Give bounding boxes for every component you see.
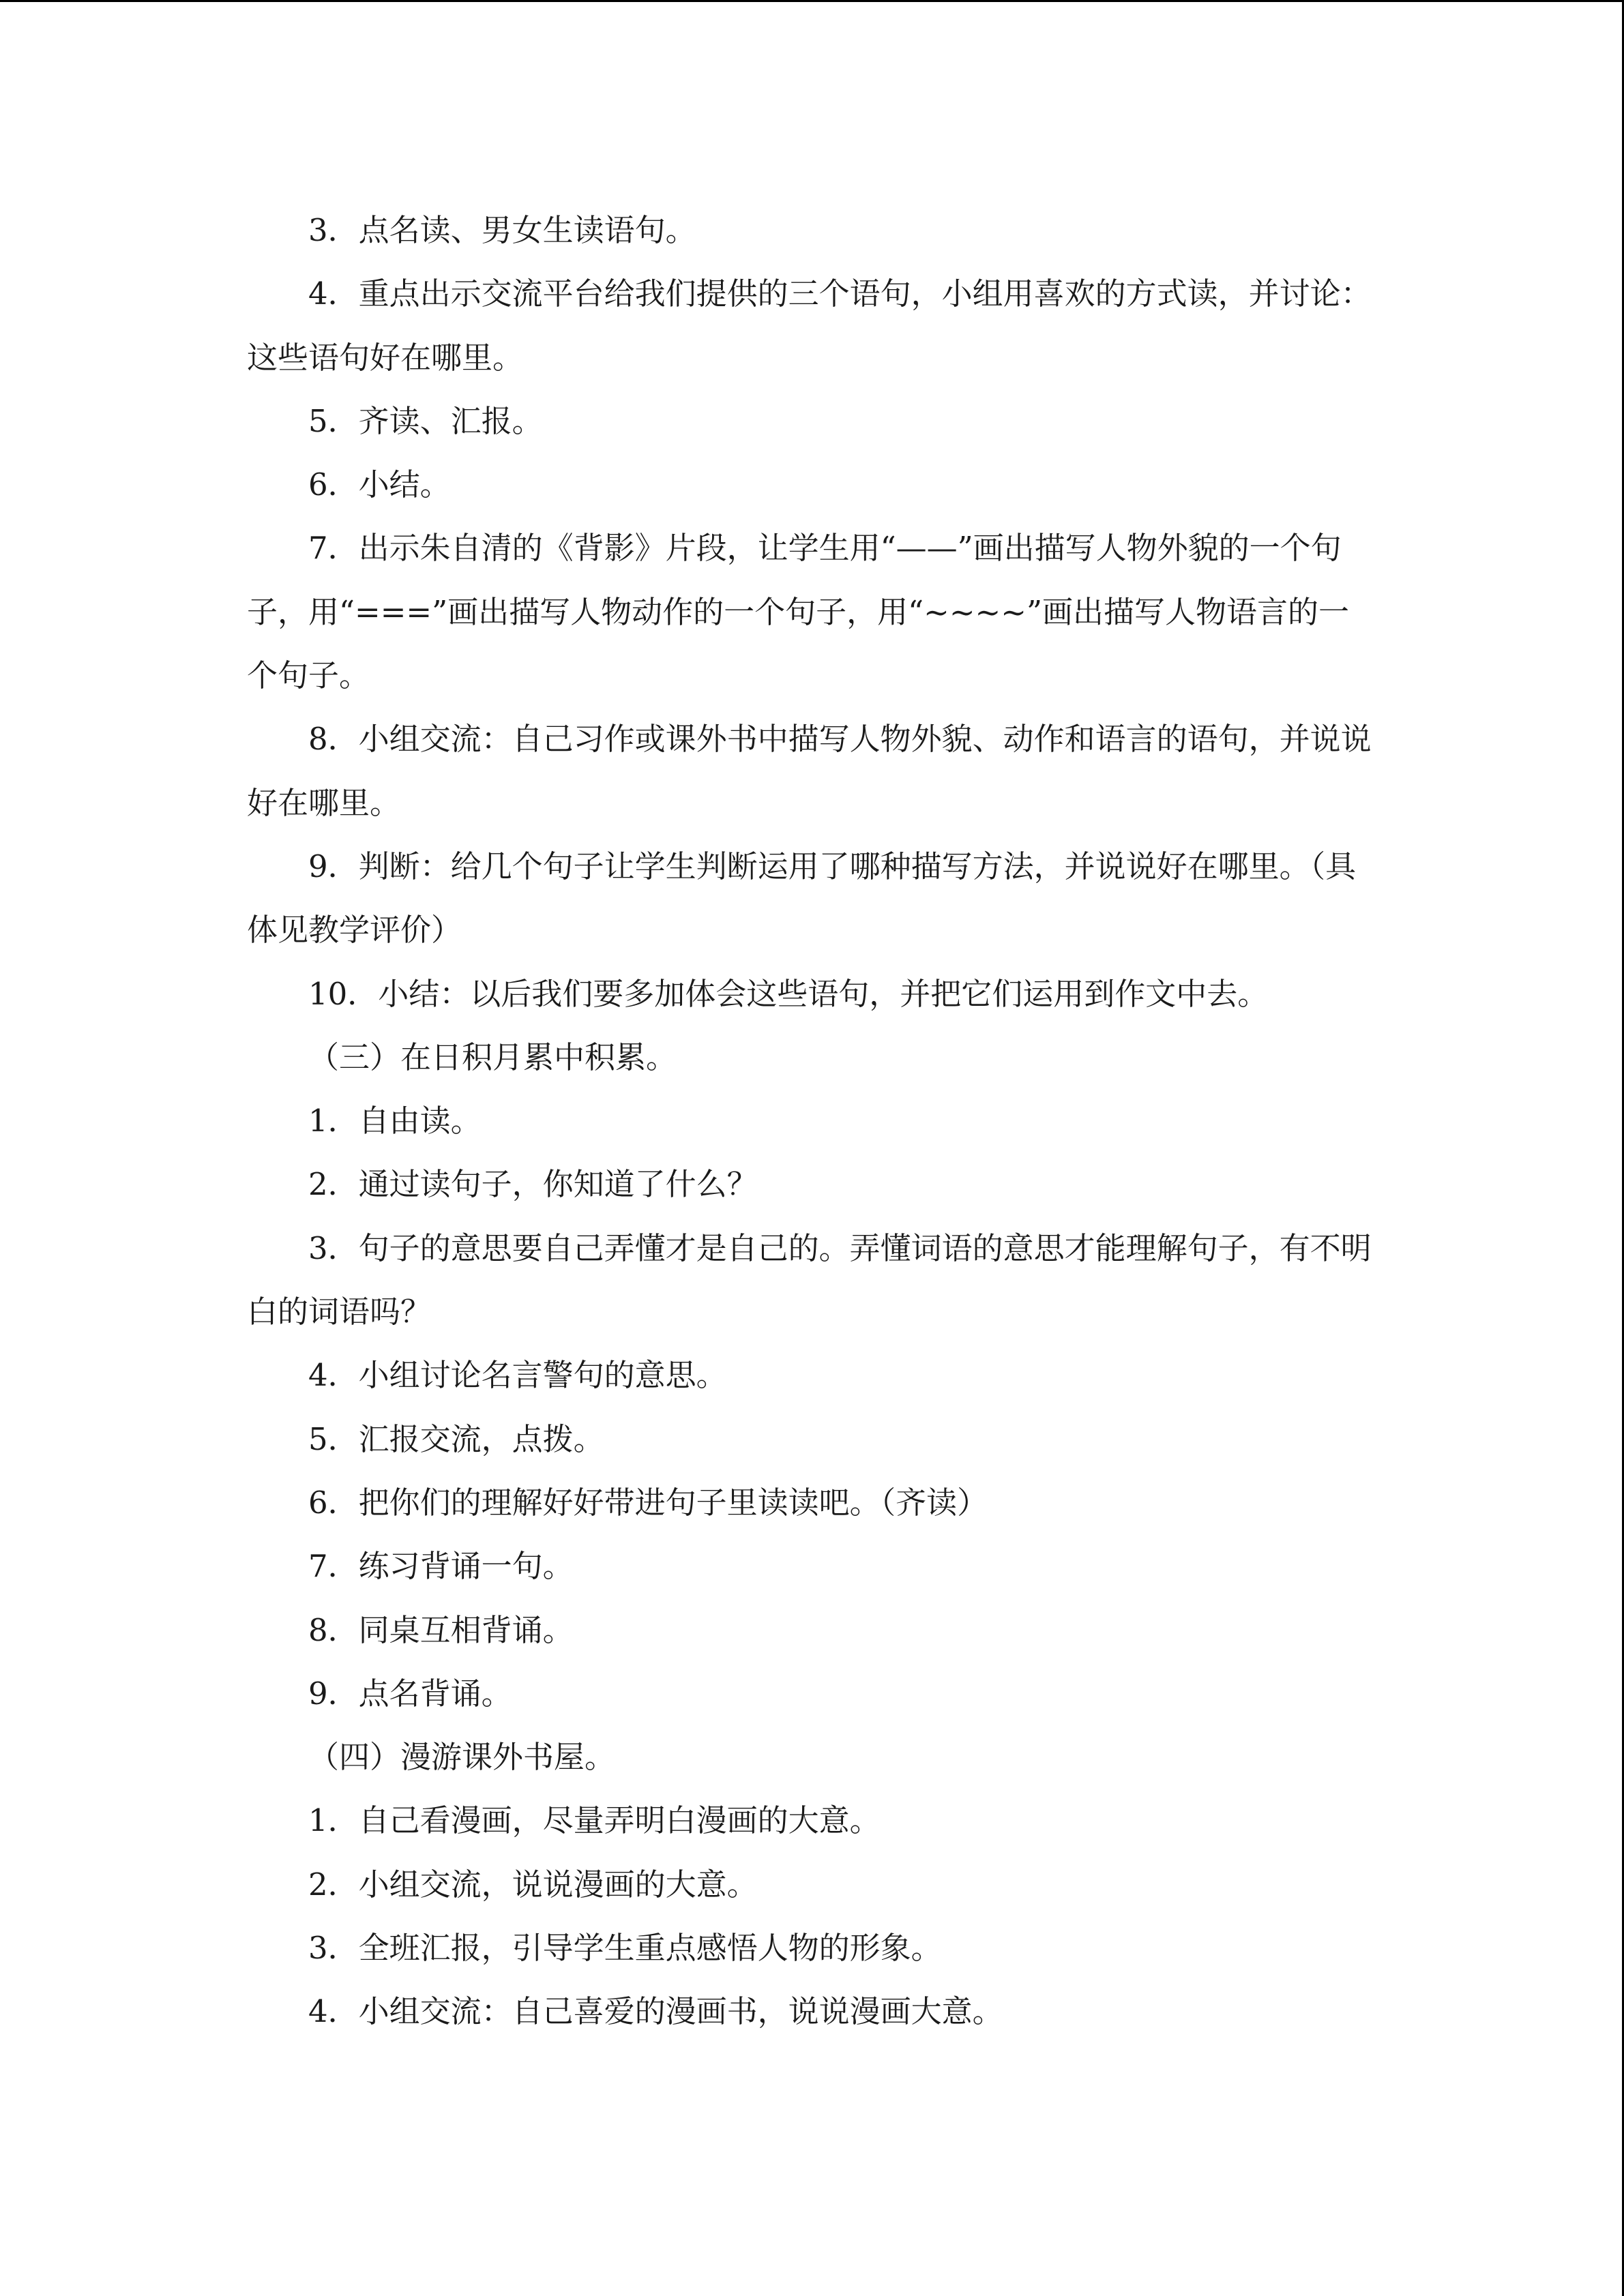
paragraph: 8．同桌互相背诵。	[308, 1611, 574, 1648]
paragraph: 9．判断：给几个句子让学生判断运用了哪种描写方法，并说说好在哪里。（具体见教学评价）	[247, 848, 1357, 949]
paragraph: 3．全班汇报，引导学生重点感悟人物的形象。	[308, 1930, 942, 1967]
paragraph: 4．小组交流：自己喜爱的漫画书，说说漫画大意。	[308, 1993, 1003, 2030]
paragraph: 7．练习背诵一句。	[308, 1548, 574, 1585]
paragraph: 4．小组讨论名言警句的意思。	[308, 1357, 727, 1394]
paragraph: 10．小结：以后我们要多加体会这些语句，并把它们运用到作文中去。	[308, 975, 1269, 1012]
paragraph: 8．小组交流：自己习作或课外书中描写人物外貌、动作和语言的语句，并说说好在哪里。	[247, 721, 1372, 821]
paragraph: 4．重点出示交流平台给我们提供的三个语句，小组用喜欢的方式读，并讨论：这些语句好在哪里。	[247, 275, 1372, 376]
paragraph: 6．小结。	[308, 466, 451, 503]
paragraph: 3．点名读、男女生读语句。	[308, 212, 696, 248]
paragraph: 5．汇报交流，点拨。	[308, 1420, 604, 1457]
document-body	[247, 198, 1379, 2044]
paragraph: 7．出示朱自清的《背影》片段，让学生用“——”画出描写人物外貌的一个句子，用“===”画出描写人物动作的一个句子，用“~~~~”画出描写人物语言的一个句子。	[247, 530, 1349, 694]
section-heading: （三）在日积月累中积累。	[308, 1039, 677, 1075]
paragraph: 3．句子的意思要自己弄懂才是自己的。弄懂词语的意思才能理解句子，有不明白的词语吗？	[247, 1229, 1372, 1330]
paragraph: 1．自己看漫画，尽量弄明白漫画的大意。	[308, 1802, 881, 1839]
paragraph: 6．把你们的理解好好带进句子里读读吧。（齐读）	[308, 1484, 988, 1521]
section-heading: （四）漫游课外书屋。	[308, 1739, 616, 1776]
paragraph: 2．通过读句子，你知道了什么？	[308, 1166, 758, 1203]
paragraph: 9．点名背诵。	[308, 1675, 512, 1712]
paragraph: 1．自由读。	[308, 1103, 482, 1139]
paragraph: 2．小组交流，说说漫画的大意。	[308, 1866, 758, 1903]
paragraph: 5．齐读、汇报。	[308, 402, 543, 439]
